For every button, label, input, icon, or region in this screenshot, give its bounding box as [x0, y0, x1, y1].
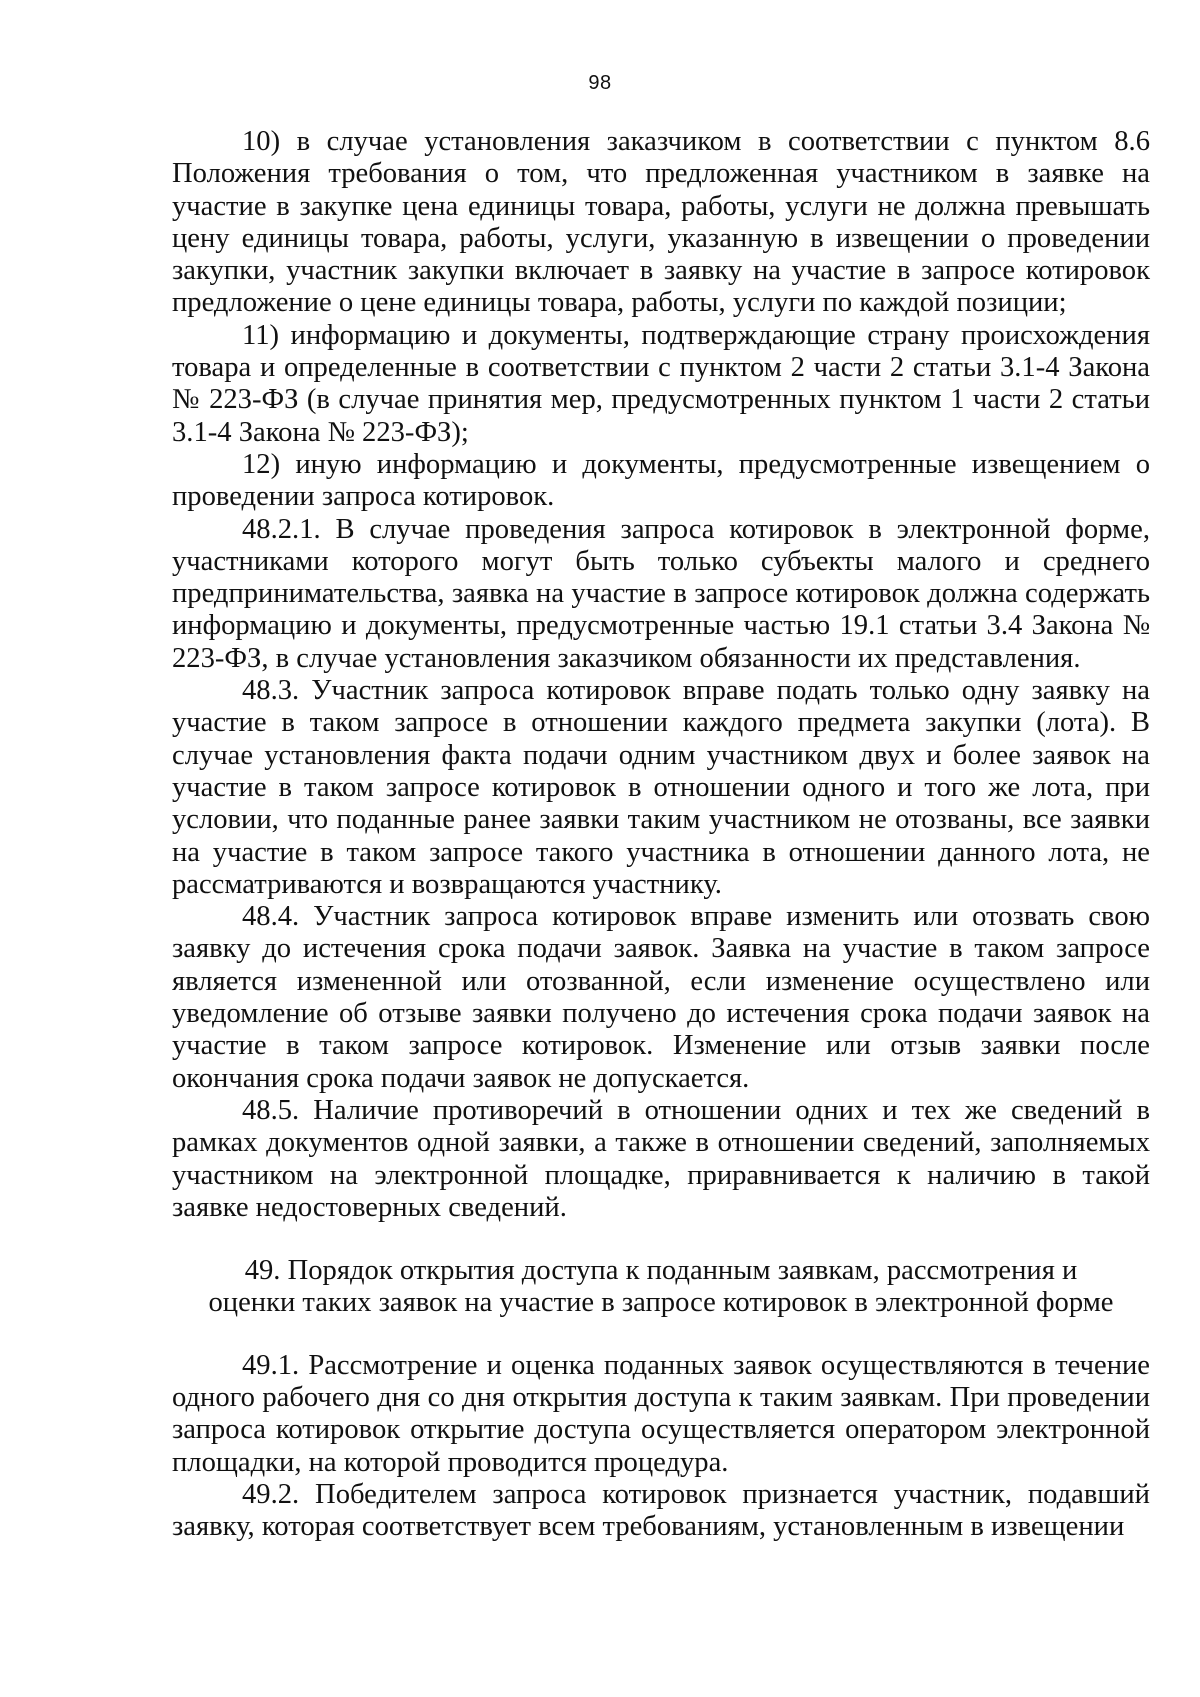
- paragraph-49-2: 49.2. Победителем запроса котировок признается участник, подавший заявку, которая соответствует всем требованиям, установленным в извещении: [172, 1478, 1150, 1543]
- page-number: 98: [588, 72, 612, 94]
- spacer: [172, 1320, 1150, 1350]
- paragraph-item-11: 11) информацию и документы, подтверждающие страну происхождения товара и определенные в соответствии с пунктом 2 части 2 статьи 3.1-4 Закона № 223-ФЗ (в случае принятия мер, предусмотренных пунктом 1 части 2 статьи 3.1-4 Закона № 223-ФЗ);: [172, 319, 1150, 448]
- spacer: [172, 1224, 1150, 1255]
- paragraph-item-10: 10) в случае установления заказчиком в соответствии с пунктом 8.6 Положения требования о том, что предложенная участником в заявке на участие в закупке цена единицы товара, работы, услуги не должна превышать цену единицы товара, работы, услуги, указанную в извещении о проведении закупки, участник закупки включает в заявку на участие в запросе котировок предложение о цене единицы товара, работы, услуги по каждой позиции;: [172, 126, 1150, 319]
- paragraph-48-4: 48.4. Участник запроса котировок вправе изменить или отозвать свою заявку до истечения срока подачи заявок. Заявка на участие в таком запросе является измененной или отозванной, если изменение осуществлено или уведомление об отзыве заявки получено до истечения срока подачи заявок на участие в таком запросе котировок. Изменение или отзыв заявки после окончания срока подачи заявок не допускается.: [172, 901, 1150, 1094]
- body-text: [172, 126, 1150, 1543]
- paragraph-48-5: 48.5. Наличие противоречий в отношении одних и тех же сведений в рамках документов одной заявки, а также в отношении сведений, заполняемых участником на электронной площадке, приравнивается к наличию в такой заявке недостоверных сведений.: [172, 1094, 1150, 1223]
- paragraph-49-1: 49.1. Рассмотрение и оценка поданных заявок осуществляются в течение одного рабочего дня со дня открытия доступа к таким заявкам. При проведении запроса котировок открытие доступа осуществляется оператором электронной площадки, на которой проводится процедура.: [172, 1349, 1150, 1478]
- paragraph-48-3: 48.3. Участник запроса котировок вправе подать только одну заявку на участие в таком запросе в отношении каждого предмета закупки (лота). В случае установления факта подачи одним участником двух и более заявок на участие в таком запросе котировок в отношении одного и того же лота, при условии, что поданные ранее заявки таким участником не отозваны, все заявки на участие в таком запросе такого участника в отношении данного лота, не рассматриваются и возвращаются участнику.: [172, 675, 1150, 900]
- paragraph-48-2-1: 48.2.1. В случае проведения запроса котировок в электронной форме, участниками которого могут быть только субъекты малого и среднего предпринимательства, заявка на участие в запросе котировок должна содержать информацию и документы, предусмотренные частью 19.1 статьи 3.4 Закона № 223-ФЗ, в случае установления заказчиком обязанности их представления.: [172, 513, 1150, 674]
- section-heading-49: 49. Порядок открытия доступа к поданным заявкам, рассмотрения и оценки таких заявок на участие в запросе котировок в электронной форме: [208, 1255, 1114, 1319]
- paragraph-item-12: 12) иную информацию и документы, предусмотренные извещением о проведении запроса котировок.: [172, 448, 1150, 513]
